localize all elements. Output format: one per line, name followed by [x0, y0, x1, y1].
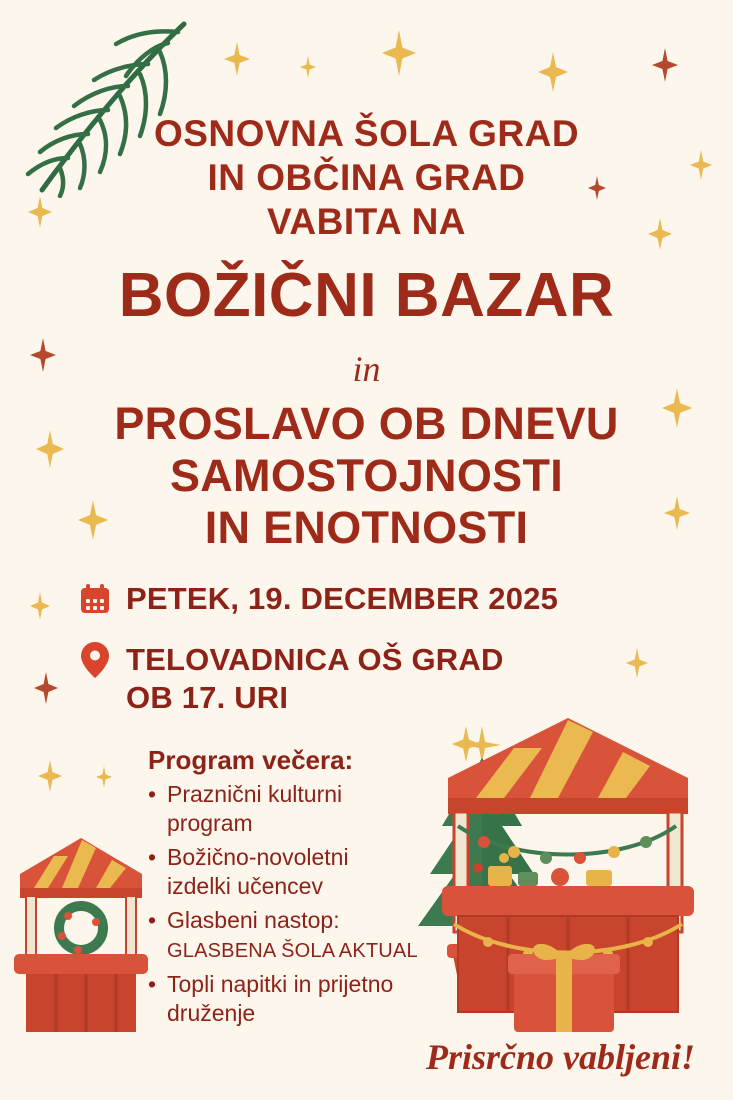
program-item-text: Praznični kulturni program [167, 781, 343, 836]
star-icon [38, 760, 62, 792]
program-block [148, 744, 418, 1033]
heading-line-3: VABITA NA [266, 201, 467, 242]
heading-line-1: OSNOVNA ŠOLA GRAD [153, 113, 580, 154]
christmas-tree-illustration [392, 718, 572, 1018]
program-item-text: Topli napitki in prijetno druženje [167, 971, 394, 1026]
star-icon [672, 880, 692, 908]
bullet-icon: • [148, 971, 157, 997]
event-date-text: PETEK, 19. DECEMBER 2025 [126, 581, 559, 616]
bullet-icon: • [148, 907, 157, 933]
program-item [148, 843, 418, 901]
event-time-text: OB 17. URI [126, 680, 289, 715]
heading-line-2: IN OBČINA GRAD [207, 157, 526, 198]
star-icon [626, 648, 648, 678]
program-item-note: GLASBENA ŠOLA AKTUAL [167, 940, 418, 962]
program-list-continued [148, 970, 418, 1028]
program-item-text: Božično-novoletni izdelki učencev [167, 844, 349, 899]
star-icon [300, 56, 316, 78]
event-title: BOŽIČNI BAZAR [118, 261, 615, 330]
star-icon [34, 672, 58, 704]
star-icon [452, 726, 480, 762]
event-subtitle-line-1: PROSLAVO OB DNEVU [114, 398, 619, 449]
star-icon [538, 52, 568, 92]
star-icon [652, 48, 678, 82]
event-date-row [78, 580, 558, 618]
star-icon [224, 42, 250, 76]
star-icon [30, 592, 50, 620]
program-item [148, 906, 418, 935]
gift-box-illustration [506, 930, 626, 1040]
event-subtitle-line-3: IN ENOTNOSTI [204, 502, 529, 553]
location-pin-icon [78, 641, 112, 679]
program-list [148, 780, 418, 935]
bullet-icon: • [148, 781, 157, 807]
calendar-icon [78, 580, 112, 618]
event-place-text: TELOVADNICA OŠ GRAD [126, 642, 504, 677]
heading-block [0, 112, 733, 244]
market-stall-left-illustration [6, 826, 156, 1036]
bullet-icon: • [148, 844, 157, 870]
program-item [148, 970, 418, 1028]
program-item [148, 780, 418, 838]
market-stall-right-illustration [418, 700, 718, 1030]
event-place-row [78, 641, 504, 717]
closing-text: Prisrčno vabljeni! [425, 1037, 695, 1077]
program-item-text: Glasbeni nastop: [167, 907, 340, 933]
title-connector: in [352, 349, 381, 389]
program-title: Program večera: [148, 745, 354, 775]
event-subtitle-line-2: SAMOSTOJNOSTI [169, 450, 564, 501]
star-icon [96, 766, 112, 788]
event-subtitle [0, 398, 733, 554]
star-icon [382, 30, 416, 76]
